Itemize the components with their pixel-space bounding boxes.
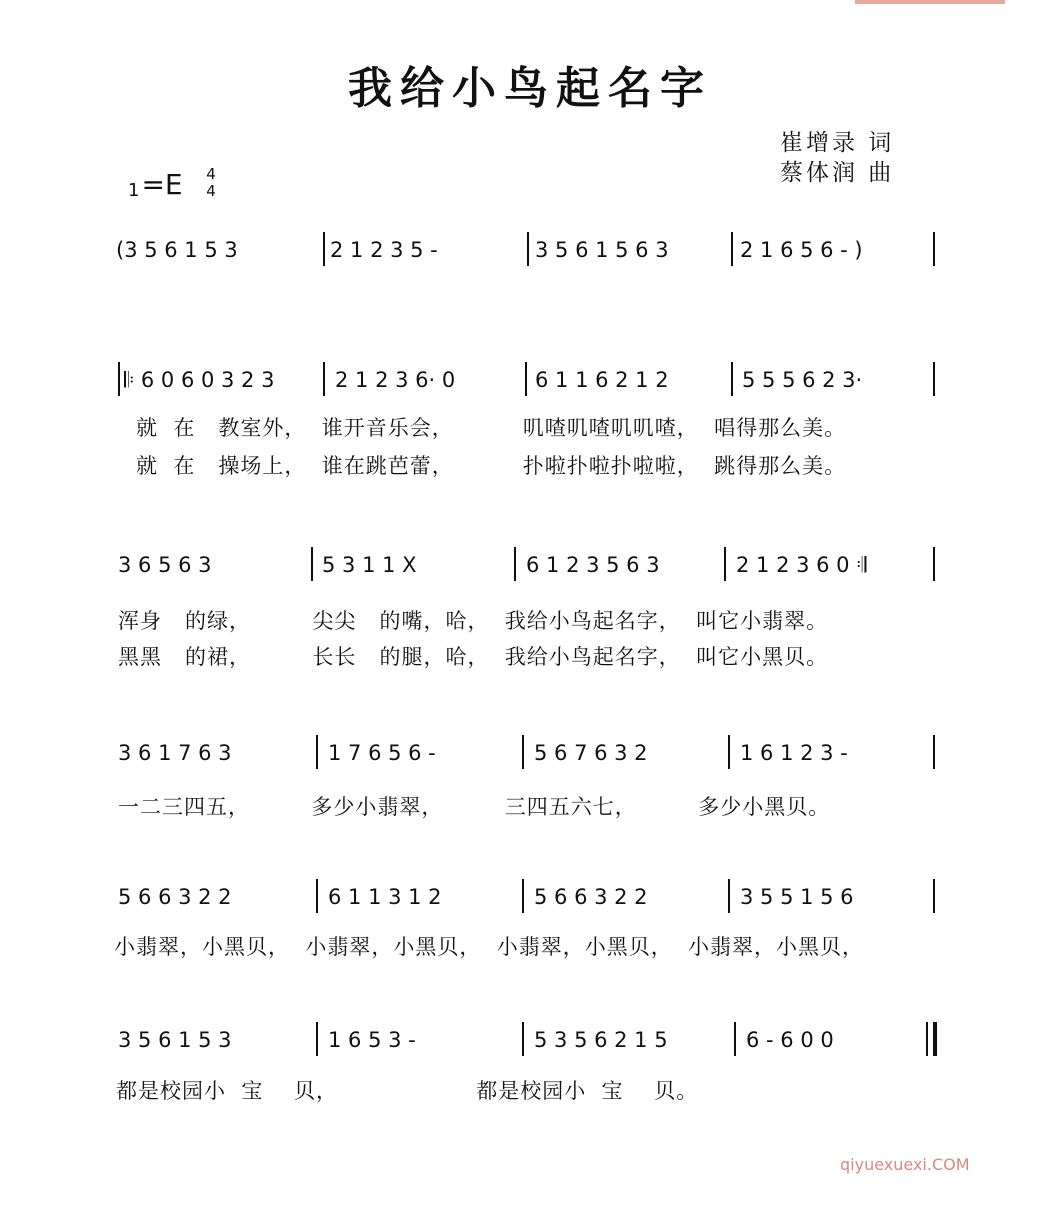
- measure: 𝄆 6 0 6 0 3 2 3: [124, 368, 275, 392]
- measure: 5 3 5 6 2 1 5: [534, 1028, 668, 1052]
- barline: [728, 735, 730, 769]
- measure: 3 5 6 1 5 6 3: [535, 238, 669, 262]
- measure: 2 1 2 3 5 -: [330, 238, 438, 262]
- measure: (3 5 6 1 5 3: [116, 238, 238, 262]
- measure: 5 6 6 3 2 2: [118, 885, 232, 909]
- measure: 3 6 5 6 3: [118, 553, 212, 577]
- time-signature-bottom: 4: [206, 182, 216, 200]
- measure: 1 6 1 2 3 -: [740, 741, 848, 765]
- barline: [514, 547, 516, 581]
- measure: 1 6 5 3 -: [328, 1028, 416, 1052]
- measure: 6 1 2 3 5 6 3: [526, 553, 660, 577]
- measure: 5 6 6 3 2 2: [534, 885, 648, 909]
- lyric-line: 就 在 操场上， 谁在跳芭蕾， 扑啦扑啦扑啦啦， 跳得那么美。: [136, 454, 847, 478]
- barline: [323, 232, 325, 266]
- system-notes: [0, 360, 1060, 400]
- barline: [933, 547, 935, 581]
- barline: [316, 735, 318, 769]
- credits: [780, 128, 894, 188]
- barline: [527, 232, 529, 266]
- measure: 3 6 1 7 6 3: [118, 741, 232, 765]
- lyric-line: 都是校园小 宝 贝， 都是校园小 宝 贝。: [116, 1079, 699, 1103]
- lyricist-credit: 崔增录 词: [780, 130, 895, 156]
- barline: [316, 1022, 318, 1056]
- song-title: 我给小鸟起名字: [348, 63, 712, 114]
- time-signature-top: 4: [206, 165, 216, 183]
- measure: 5 3 1 1 X: [322, 553, 417, 577]
- watermark: qiyuexuexi.COM: [840, 1155, 970, 1174]
- key-signature: [128, 168, 183, 201]
- measure: 2 1 2 3 6· 0: [335, 368, 456, 392]
- barline: [316, 879, 318, 913]
- barline: [933, 232, 935, 266]
- system-notes: [0, 1020, 1060, 1060]
- barline: [933, 735, 935, 769]
- composer-credit: 蔡体润 曲: [780, 160, 895, 186]
- final-barline: [933, 1022, 937, 1056]
- lyric-line: 就 在 教室外， 谁开音乐会， 叽喳叽喳叽叽喳， 唱得那么美。: [136, 416, 847, 440]
- measure: 6 1 1 3 1 2: [328, 885, 442, 909]
- barline: [734, 1022, 736, 1056]
- barline: [926, 1022, 928, 1056]
- lyric-line: 一二三四五， 多少小翡翠， 三四五六七， 多少小黑贝。: [118, 795, 831, 819]
- measure: 5 6 7 6 3 2: [534, 741, 648, 765]
- barline: [522, 735, 524, 769]
- measure: 1 7 6 5 6 -: [328, 741, 436, 765]
- system-notes: [0, 230, 1060, 270]
- measure: 6 - 6 0 0: [746, 1028, 834, 1052]
- barline: [731, 362, 733, 396]
- lyric-line: 小翡翠，小黑贝， 小翡翠，小黑贝， 小翡翠，小黑贝， 小翡翠，小黑贝，: [114, 935, 865, 959]
- measure: 2 1 2 3 6 0 𝄇: [736, 553, 867, 577]
- barline: [525, 362, 527, 396]
- measure: 5 5 5 6 2 3·: [742, 368, 863, 392]
- key-label: =E: [141, 168, 183, 201]
- time-signature: [204, 166, 218, 200]
- barline: [933, 362, 935, 396]
- barline: [731, 232, 733, 266]
- measure: 2 1 6 5 6 - ): [740, 238, 863, 262]
- lyric-line: 黑黑 的裙， 长长 的腿，哈， 我给小鸟起名字， 叫它小黑贝。: [118, 645, 829, 669]
- barline: [724, 547, 726, 581]
- lyric-line: 浑身 的绿， 尖尖 的嘴，哈， 我给小鸟起名字， 叫它小翡翠。: [118, 609, 829, 633]
- barline: [522, 1022, 524, 1056]
- measure: 6 1 1 6 2 1 2: [535, 368, 669, 392]
- top-accent-bar: [855, 0, 1005, 4]
- key-degree: 1: [128, 180, 140, 201]
- barline: [311, 547, 313, 581]
- system-notes: [0, 733, 1060, 773]
- barline: [728, 879, 730, 913]
- measure: 3 5 6 1 5 3: [118, 1028, 232, 1052]
- barline: [118, 362, 120, 396]
- system-notes: [0, 877, 1060, 917]
- barline: [323, 362, 325, 396]
- barline: [933, 879, 935, 913]
- barline: [522, 879, 524, 913]
- measure: 3 5 5 1 5 6: [740, 885, 854, 909]
- system-notes: [0, 545, 1060, 585]
